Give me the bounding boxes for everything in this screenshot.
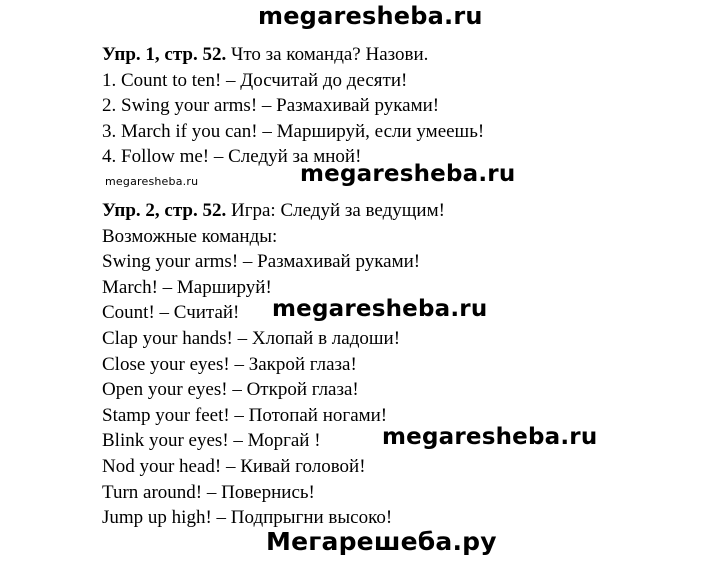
exercise-1-line: 2. Swing your arms! – Размахивай руками! (102, 95, 440, 117)
exercise-2-line: Swing your arms! – Размахивай руками! (102, 251, 421, 273)
exercise-2-line: Turn around! – Повернись! (102, 481, 315, 503)
exercise-1-line: 4. Follow me! – Следуй за мной! (102, 146, 362, 168)
exercise-1-line: 3. March if you can! – Маршируй, если умеешь! (102, 120, 485, 142)
exercise-2-line: Jump up high! – Подпрыгни высоко! (102, 507, 393, 529)
watermark-small: megaresheba.ru (105, 175, 199, 188)
watermark-middle-1: megaresheba.ru (300, 161, 516, 187)
exercise-1-heading (102, 42, 484, 68)
watermark-middle-2: megaresheba.ru (272, 296, 488, 322)
exercise-1-label: Упр. 1, стр. 52. (102, 44, 227, 65)
exercise-2-line: Clap your hands! – Хлопай в ладоши! (102, 327, 401, 349)
exercise-2-line: Open your eyes! – Открой глаза! (102, 379, 359, 401)
exercise-2-line: Close your eyes! – Закрой глаза! (102, 353, 357, 375)
exercise-2-line: March! – Маршируй! (102, 276, 272, 298)
exercise-2-line: Blink your eyes! – Моргай ! (102, 430, 321, 452)
exercise-2-task: Игра: Следуй за ведущим! (226, 200, 445, 221)
exercise-1-task: Что за команда? Назови. (226, 44, 429, 65)
exercise-2-line: Nod your head! – Кивай головой! (102, 455, 366, 477)
exercise-1-line: 1. Count to ten! – Досчитай до десяти! (102, 69, 408, 91)
watermark-middle-3: megaresheba.ru (382, 424, 598, 450)
exercise-2-label: Упр. 2, стр. 52. (102, 200, 227, 221)
exercise-2-line: Count! – Считай! (102, 302, 240, 324)
exercise-1 (102, 42, 484, 170)
exercise-2-intro: Возможные команды: (102, 225, 278, 247)
watermark-top: megaresheba.ru (258, 2, 483, 30)
exercise-2-line: Stamp your feet! – Потопай ногами! (102, 404, 388, 426)
exercise-2 (102, 198, 445, 531)
exercise-2-heading (102, 198, 445, 224)
watermark-bottom: Мегарешеба.ру (266, 527, 497, 556)
